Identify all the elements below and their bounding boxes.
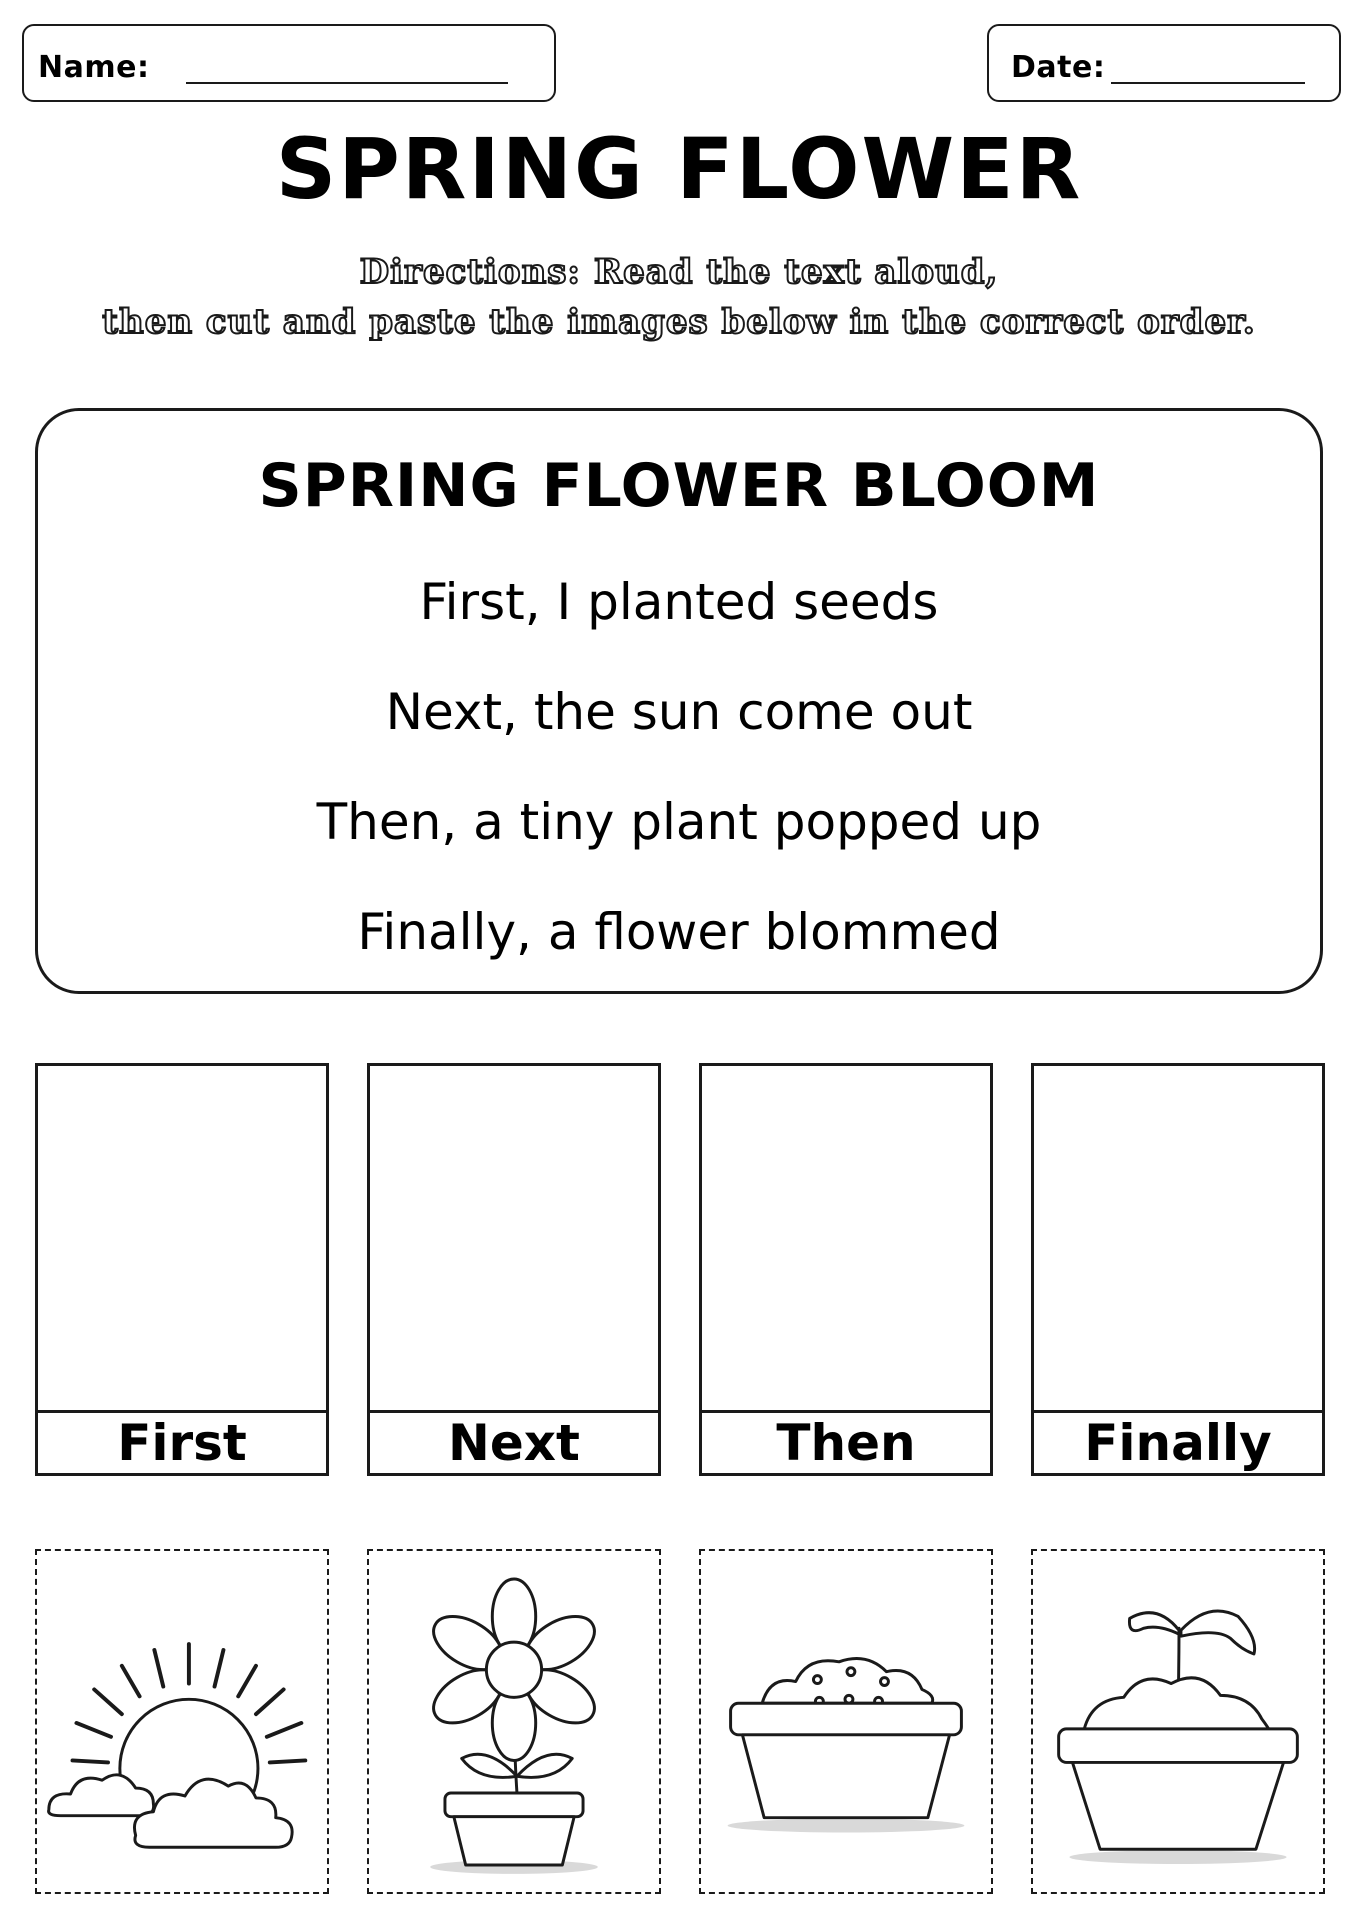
seed-pot-icon: [701, 1551, 991, 1892]
date-blank-line[interactable]: [1111, 82, 1305, 84]
story-title: SPRING FLOWER BLOOM: [258, 451, 1100, 521]
sun-behind-clouds-icon: [37, 1551, 327, 1892]
name-blank-line[interactable]: [186, 82, 508, 84]
directions-line-2: then cut and paste the images below in the correct order.: [102, 302, 1256, 342]
story-line-finally: Finally, a flower blommed: [357, 903, 1001, 961]
cutout-card-sun[interactable]: [35, 1549, 329, 1894]
directions-line-1: Directions: Read the text aloud,: [359, 252, 999, 292]
page-title: SPRING FLOWER: [275, 120, 1083, 218]
name-label: Name:: [38, 50, 150, 85]
frame-finally[interactable]: [1031, 1063, 1325, 1476]
frame-label-first: First: [117, 1414, 247, 1472]
frame-first[interactable]: [35, 1063, 329, 1476]
cutout-card-sprout[interactable]: [1031, 1549, 1325, 1894]
sprout-pot-icon: [1033, 1551, 1323, 1892]
frame-label-next: Next: [448, 1414, 580, 1472]
frame-label-then: Then: [776, 1414, 916, 1472]
cutout-card-seeds[interactable]: [699, 1549, 993, 1894]
date-field[interactable]: [987, 24, 1341, 102]
story-line-then: Then, a tiny plant popped up: [316, 793, 1042, 851]
story-line-next: Next, the sun come out: [385, 683, 973, 741]
story-line-first: First, I planted seeds: [419, 573, 939, 631]
name-field[interactable]: [22, 24, 556, 102]
flower-in-pot-icon: [369, 1551, 659, 1892]
cutout-card-flower[interactable]: [367, 1549, 661, 1894]
frame-label-finally: Finally: [1084, 1414, 1272, 1472]
story-panel: [35, 408, 1323, 994]
frame-next[interactable]: [367, 1063, 661, 1476]
frame-then[interactable]: [699, 1063, 993, 1476]
date-label: Date:: [1011, 50, 1106, 85]
